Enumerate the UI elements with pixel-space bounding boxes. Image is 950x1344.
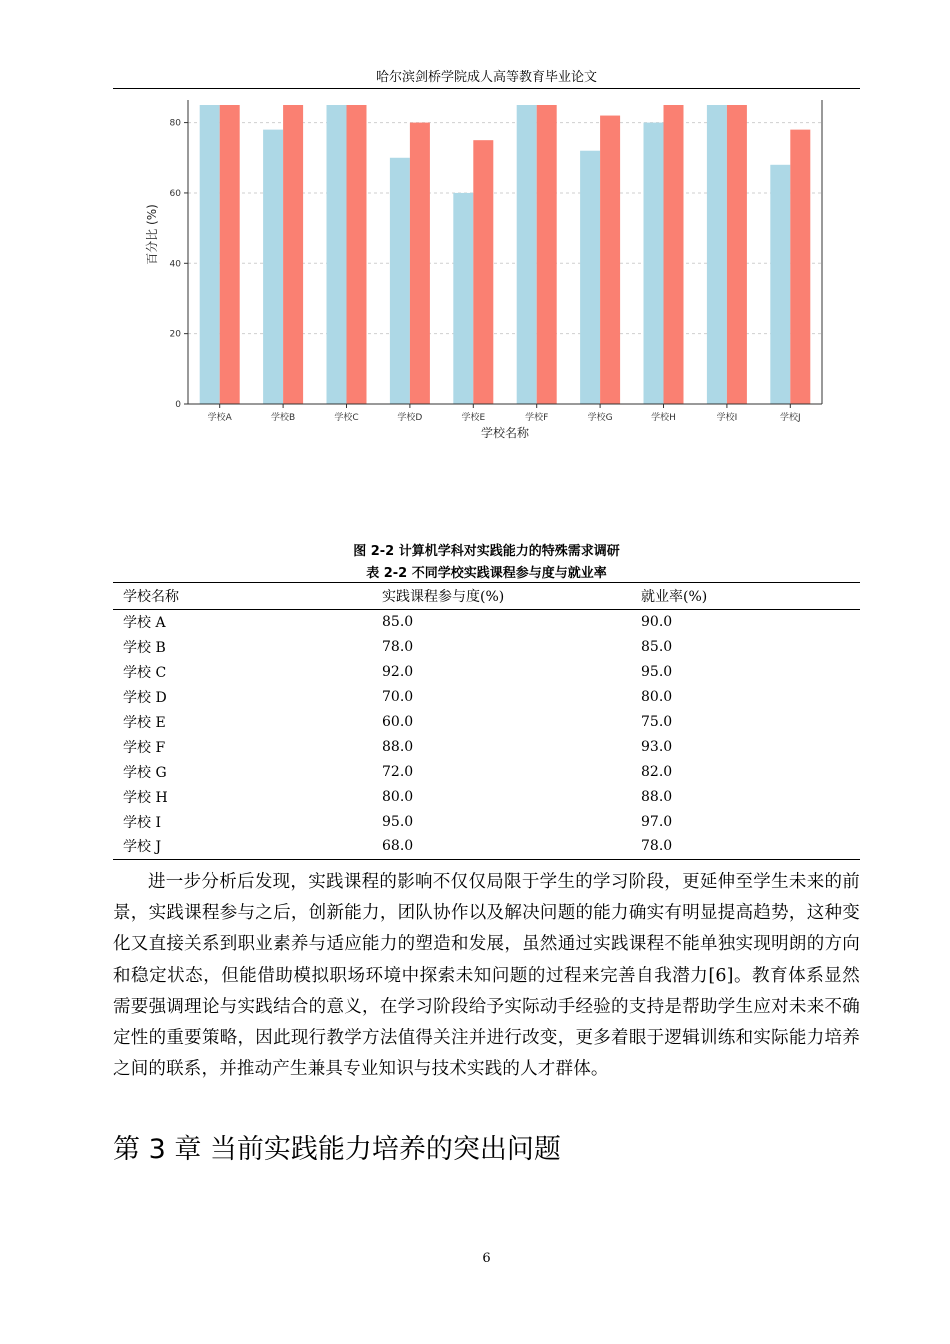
x-tick-label: 学校D: [397, 413, 423, 423]
bar: [770, 165, 790, 404]
table-cell: 68.0: [372, 834, 631, 859]
table-cell: 学校 C: [123, 665, 167, 682]
table-header-row: [113, 583, 860, 610]
y-tick-label: 60: [169, 188, 181, 199]
table-row: [113, 784, 860, 809]
figure-caption: 图 2-2 计算机学科对实践能力的特殊需求调研: [353, 544, 620, 559]
bar: [727, 105, 747, 404]
table-row: [113, 809, 860, 834]
bar-chart: [130, 100, 830, 450]
bar: [537, 105, 557, 404]
x-tick-label: 学校G: [587, 413, 613, 423]
bar: [347, 105, 367, 404]
table-cell: 80.0: [382, 788, 414, 805]
y-axis-label: 百分比 (%): [145, 204, 159, 265]
x-tick-label: 学校A: [207, 413, 232, 423]
table-row: [113, 734, 860, 759]
table-cell: 95.0: [382, 813, 414, 830]
table-cell: 78.0: [631, 834, 860, 859]
bar: [283, 105, 303, 404]
table-cell: 学校 G: [123, 764, 167, 781]
x-tick-label: 学校H: [651, 413, 676, 423]
table-cell: 78.0: [382, 639, 414, 656]
table-body: [113, 610, 860, 860]
table-cell: 90.0: [641, 614, 673, 631]
table-cell: 88.0: [382, 738, 414, 755]
table-cell: 60.0: [382, 714, 414, 730]
table-cell: 学校 A: [123, 615, 166, 632]
x-tick-label: 学校F: [525, 413, 549, 423]
bar: [263, 130, 283, 404]
table-cell: 85.0: [382, 614, 414, 631]
x-tick-label: 学校E: [461, 413, 486, 423]
bar: [644, 123, 664, 404]
table-row: [113, 834, 860, 859]
x-tick-label: 学校J: [779, 413, 801, 423]
table-cell: 75.0: [641, 714, 673, 730]
x-tick-label: 学校B: [271, 413, 296, 423]
table-cell: 93.0: [641, 738, 673, 755]
data-table: [113, 582, 860, 860]
table-cell: 82.0: [641, 763, 673, 780]
table-row: [113, 710, 860, 735]
bar: [517, 105, 537, 404]
y-tick-label: 0: [175, 400, 181, 410]
x-axis-label: 学校名称: [480, 426, 530, 440]
bar-chart-svg: [130, 100, 830, 450]
bar: [410, 123, 430, 404]
y-tick-label: 80: [169, 118, 181, 129]
table-cell: 学校 B: [123, 640, 166, 657]
table-row: [113, 759, 860, 784]
table-cell: 88.0: [641, 788, 673, 805]
table-caption: 表 2-2 不同学校实践课程参与度与就业率: [366, 566, 607, 581]
table-cell: 学校 J: [113, 834, 372, 859]
bar: [707, 105, 727, 404]
bar: [390, 158, 410, 404]
table-cell: 学校 H: [123, 789, 168, 806]
table-header-cell: 就业率(%): [631, 583, 860, 610]
bar: [580, 151, 600, 404]
table-cell: 72.0: [382, 763, 414, 780]
page-number: 6: [482, 1251, 491, 1266]
header-rule: [113, 88, 860, 89]
x-tick-label: 学校C: [334, 413, 359, 423]
table-header-cell: 实践课程参与度(%): [372, 583, 631, 610]
bar: [220, 105, 240, 404]
bar: [790, 130, 810, 404]
bar: [327, 105, 347, 404]
table-row: [113, 660, 860, 685]
table-header-cell: 学校名称: [113, 583, 372, 610]
table-cell: 学校 E: [123, 715, 166, 731]
bar: [473, 140, 493, 404]
table-cell: 学校 F: [123, 739, 166, 756]
body-paragraph: 进一步分析后发现，实践课程的影响不仅仅局限于学生的学习阶段，更延伸至学生未来的前景，实践课程参与之后，创新能力，团队协作以及解决问题的能力确实有明显提高趋势，这种变化又直接关系到职业素养与适应能力的塑造和发展，虽然通过实践课程不能单独实现明朗的方向和稳定状态，但能借助模拟职场环境中探索未知问题的过程来完善自我潜力[6]。教育体系显然需要强调理论与实践结合的意义，在学习阶段给予实际动手经验的支持是帮助学生应对未来不确定性的重要策略，因此现行教学方法值得关注并进行改变，更多着眼于逻辑训练和实际能力培养之间的联系，并推动产生兼具专业知识与技术实践的人才群体。: [113, 872, 860, 1080]
chapter-heading: 第 3 章 当前实践能力培养的突出问题: [113, 1134, 561, 1165]
table-cell: 学校 I: [123, 814, 161, 831]
table-cell: 85.0: [641, 639, 673, 656]
y-tick-label: 20: [169, 329, 181, 340]
table-cell: 95.0: [641, 664, 673, 681]
table-cell: 92.0: [382, 664, 414, 681]
table-cell: 80.0: [641, 689, 673, 706]
y-tick-label: 40: [169, 259, 181, 270]
x-tick-label: 学校I: [716, 413, 738, 423]
page-header: 哈尔滨剑桥学院成人高等教育毕业论文: [375, 70, 597, 85]
table-cell: 97.0: [641, 813, 673, 830]
bar: [200, 105, 220, 404]
table-cell: 学校 D: [123, 690, 167, 707]
table-row: [113, 610, 860, 635]
table-row: [113, 635, 860, 660]
table-row: [113, 685, 860, 710]
bar: [600, 116, 620, 404]
table-cell: 70.0: [382, 689, 414, 706]
bar: [453, 193, 473, 404]
bar: [664, 105, 684, 404]
